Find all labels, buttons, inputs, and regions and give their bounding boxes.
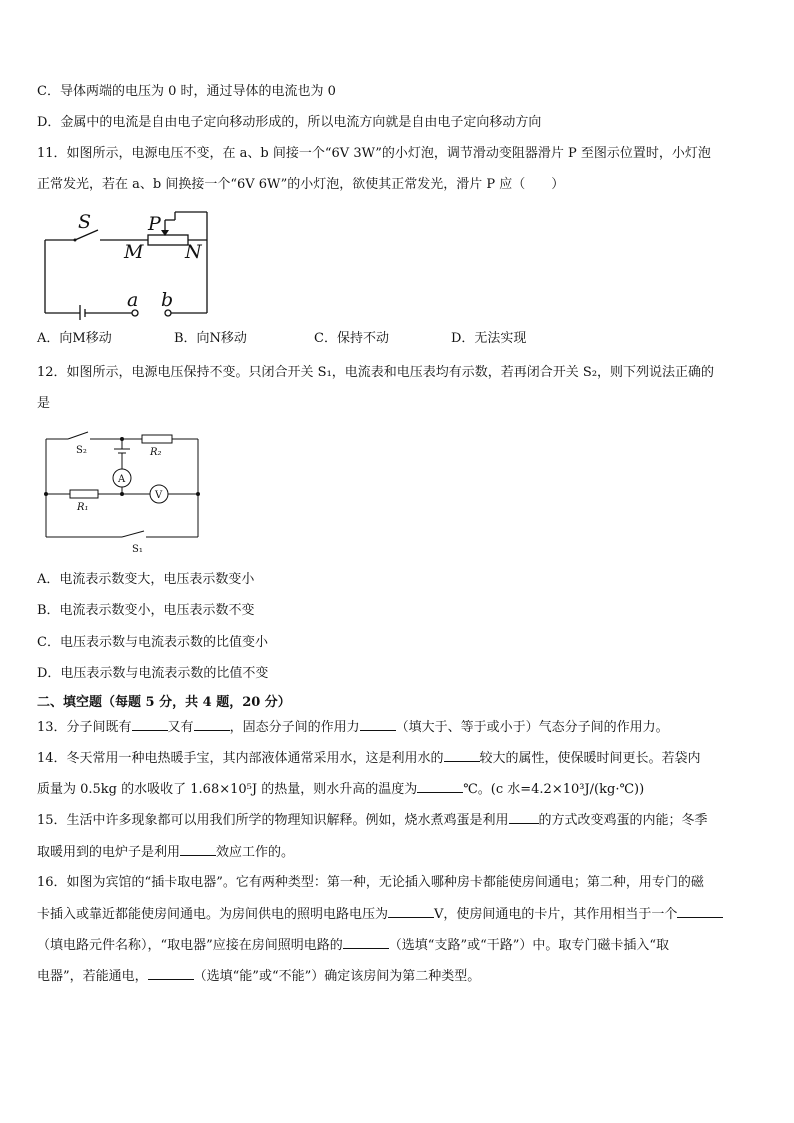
q16-line4 [37, 967, 480, 986]
voltmeter-symbol: V [155, 490, 163, 501]
q15-blank-2[interactable] [180, 843, 216, 856]
section-heading-fill-in: 二、填空题（每题 5 分，共 4 题，20 分） [37, 695, 291, 710]
q11-options [37, 330, 637, 350]
q16-text-2b: V，使房间通电的卡片，其作用相当于一个 [434, 907, 678, 922]
q14-text-3: 质量为 0.5kg 的水吸收了 1.68×10⁵J 的热量，则水升高的温度为 [37, 782, 418, 797]
q14-text-2: 较大的属性，使保暖时间更长。若袋内 [479, 751, 701, 766]
q10-option-c: C．导体两端的电压为 0 时，通过导体的电流也为 0 [37, 84, 336, 99]
q16-line1: 16．如图为宾馆的“插卡取电器”。它有两种类型：第一种，无论插入哪种房卡都能使房间通电；第二种，用专门的磁 [37, 875, 704, 890]
q14-text-1: 14．冬天常用一种电热暖手宝，其内部液体通常采用水，这是利用水的 [37, 751, 444, 766]
q13-text-4: （填大于、等于或小于）气态分子间的作用力。 [395, 720, 669, 735]
q12-label-s2: S₂ [76, 445, 87, 456]
q12-option-c: C．电压表示数与电流表示数的比值变小 [37, 635, 268, 650]
ammeter-symbol: A [118, 474, 126, 485]
q11-label-p: P [148, 213, 161, 235]
q16-blank-2[interactable] [677, 905, 723, 918]
q16-blank-1[interactable] [388, 905, 434, 918]
q15-text-1: 15．生活中许多现象都可以用我们所学的物理知识解释。例如，烧水煮鸡蛋是利用 [37, 813, 509, 828]
q15-blank-1[interactable] [509, 811, 539, 824]
q15-line1 [37, 811, 708, 830]
q15-text-2: 的方式改变鸡蛋的内能；冬季 [538, 813, 708, 828]
q11-option-a: A．向M移动 [37, 331, 112, 346]
q13-text-3: ，固态分子间的作用力 [229, 720, 360, 735]
q12-circuit-diagram [40, 427, 210, 557]
q15-text-3: 取暖用到的电炉子是利用 [37, 845, 181, 860]
q16-line2 [37, 905, 723, 924]
q11-label-b: b [161, 289, 174, 311]
q11-option-c: C．保持不动 [314, 331, 389, 346]
q12-stem-line2: 是 [37, 396, 51, 411]
q11-label-n: N [185, 241, 202, 263]
q12-option-a: A．电流表示数变大，电压表示数变小 [37, 572, 255, 587]
q11-option-d: D．无法实现 [451, 331, 527, 346]
q11-stem-line2: 正常发光，若在 a、b 间换接一个“6V 6W”的小灯泡，欲使其正常发光，滑片 P 应（ ） [37, 177, 565, 192]
q16-text-3a: （填电路元件名称），“取电器”应接在房间照明电路的 [37, 938, 343, 953]
q11-label-m: M [124, 241, 144, 263]
q11-label-a: a [127, 289, 139, 311]
q13-blank-3[interactable] [360, 718, 396, 731]
q12-stem-line1: 12．如图所示，电源电压保持不变。只闭合开关 S₁，电流表和电压表均有示数，若再闭合开关 S₂，则下列说法正确的 [37, 365, 715, 380]
q16-line3 [37, 936, 669, 955]
q12-label-r2: R₂ [150, 447, 162, 458]
q13-line [37, 718, 669, 737]
q10-option-d: D．金属中的电流是自由电子定向移动形成的，所以电流方向就是自由电子定向移动方向 [37, 115, 542, 130]
q11-label-s: S [78, 211, 92, 233]
q12-label-r1: R₁ [77, 502, 89, 513]
q16-text-4b: （选填“能”或“不能”）确定该房间为第二种类型。 [193, 969, 481, 984]
q14-line2 [37, 780, 644, 799]
q13-text-1: 13．分子间既有 [37, 720, 132, 735]
q12-option-b: B．电流表示数变小，电压表示数不变 [37, 603, 255, 618]
q14-line1 [37, 749, 701, 768]
q16-text-2a: 卡插入或靠近都能使房间通电。为房间供电的照明电路电压为 [37, 907, 389, 922]
q16-text-3b: （选填“支路”或“干路”）中。取专门磁卡插入“取 [388, 938, 670, 953]
q13-blank-1[interactable] [132, 718, 168, 731]
q11-stem-line1: 11．如图所示，电源电压不变，在 a、b 间接一个“6V 3W”的小灯泡，调节滑动变阻器滑片 P 至图示位置时，小灯泡 [37, 146, 711, 161]
q14-blank-1[interactable] [444, 749, 480, 762]
q15-text-4: 效应工作的。 [216, 845, 295, 860]
q16-text-4a: 电器”，若能通电， [37, 969, 148, 984]
q15-line2 [37, 843, 294, 862]
q16-blank-4[interactable] [148, 967, 194, 980]
q11-option-b: B．向N移动 [174, 331, 247, 346]
q12-label-s1: S₁ [132, 544, 143, 555]
q13-text-2: 又有 [167, 720, 194, 735]
q14-text-4: ℃。(c 水=4.2×10³J/(kg·℃)) [463, 782, 645, 797]
q11-circuit-diagram [40, 210, 220, 320]
q14-blank-2[interactable] [417, 780, 463, 793]
q12-option-d: D．电压表示数与电流表示数的比值不变 [37, 666, 269, 681]
q13-blank-2[interactable] [194, 718, 230, 731]
q16-blank-3[interactable] [343, 936, 389, 949]
